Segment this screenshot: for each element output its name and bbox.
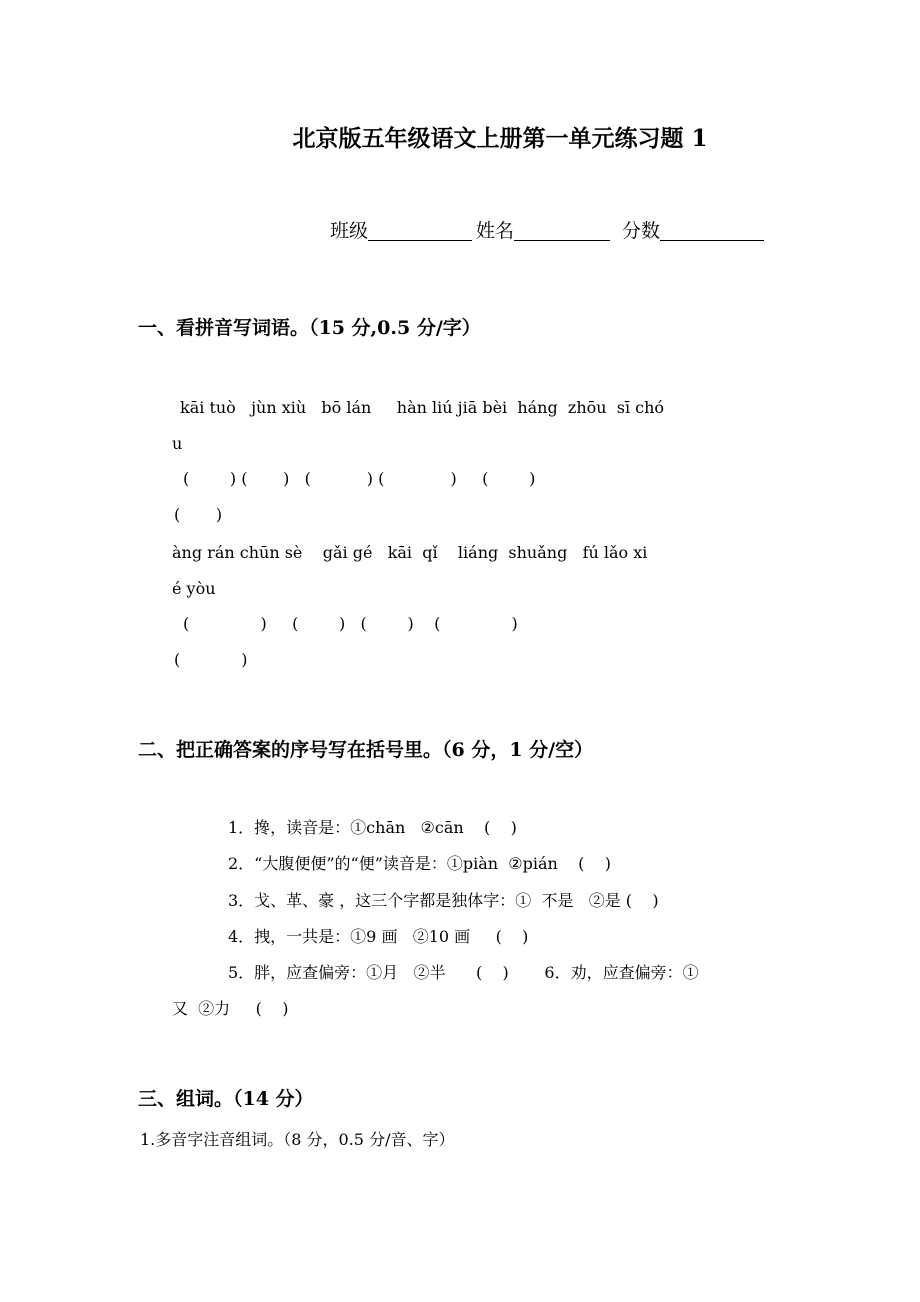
pinyin-row-1: kāi tuò jùn xiù bō lán hàn liú jiā bèi háng zhōu sī chó	[180, 398, 665, 417]
answer-brackets-row-1-wrap[interactable]: ( )	[174, 505, 223, 524]
name-blank[interactable]	[514, 222, 610, 241]
page-title: 北京版五年级语文上册第一单元练习题 1	[292, 125, 708, 152]
pinyin-row-1-wrap: u	[172, 434, 183, 453]
question-5: 5．胖，应查偏旁：①月 ②半 ( ) 6．劝，应查偏旁：①	[228, 963, 699, 982]
section3-heading: 三、组词。（14 分）	[138, 1088, 314, 1110]
answer-brackets-row-2-wrap[interactable]: ( )	[174, 650, 248, 669]
question-4: 4．拽，一共是：①9 画 ②10 画 ( )	[228, 927, 529, 946]
answer-brackets-row-2[interactable]: ( ) ( ) ( ) ( )	[183, 614, 518, 633]
section1-heading: 一、看拼音写词语。（15 分,0.5 分/字）	[138, 317, 481, 339]
student-info-line	[330, 222, 768, 241]
question-6-wrap: 又 ②力 ( )	[172, 999, 289, 1018]
question-2: 2．“大腹便便”的“便”读音是：①piàn ②pián ( )	[228, 854, 611, 873]
pinyin-row-2: àng rán chūn sè gǎi gé kāi qǐ liáng shuǎng fú lǎo xi	[172, 543, 648, 562]
score-blank[interactable]	[660, 222, 764, 241]
section2-heading: 二、把正确答案的序号写在括号里。（6 分，1 分/空）	[138, 739, 594, 761]
class-label: 班级	[330, 220, 369, 242]
pinyin-row-2-wrap: é yòu	[172, 579, 216, 598]
section3-subheading: 1.多音字注音组词。（8 分，0.5 分/音、字）	[140, 1130, 455, 1149]
question-1: 1．搀，读音是：①chān ②cān ( )	[228, 818, 517, 837]
name-label: 姓名	[476, 220, 515, 242]
class-blank[interactable]	[368, 222, 472, 241]
score-label: 分数	[622, 220, 661, 242]
question-3: 3．戈、革、豪 ，这三个字都是独体字：① 不是 ②是 ( )	[228, 891, 659, 910]
answer-brackets-row-1[interactable]: ( ) ( ) ( ) ( ) ( )	[183, 469, 536, 488]
